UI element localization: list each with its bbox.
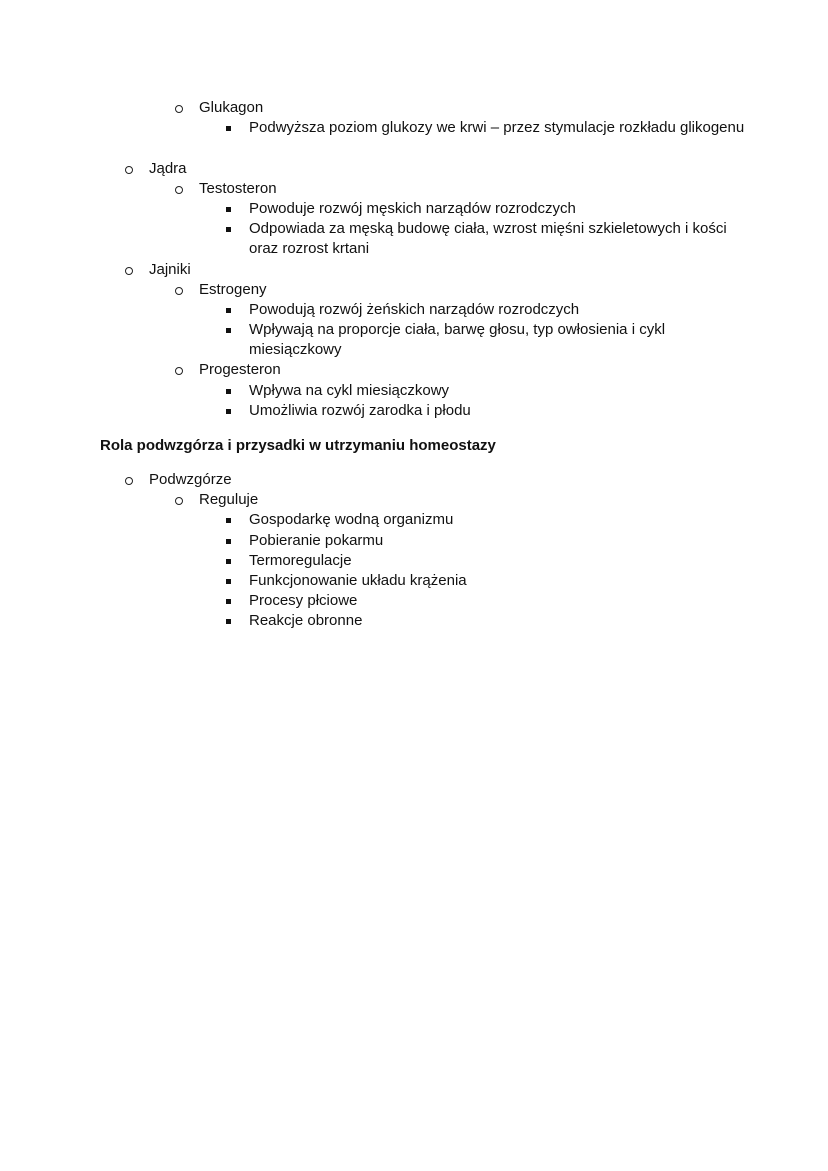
list-item-text: Estrogeny [199,280,267,298]
circle-bullet-icon [175,105,183,113]
list-item-text: Progesteron [199,361,281,379]
square-bullet-icon [226,559,231,564]
list-item-text: Podwyższa poziom glukozy we krwi – przez stymulacje rozkładu glikogenu [249,119,745,137]
list-item [0,551,828,571]
circle-bullet-icon [175,497,183,505]
square-bullet-icon [226,126,231,131]
list-item [0,159,828,179]
list-item-text: Umożliwia rozwój zarodka i płodu [249,401,471,419]
list-item-text: Wpływa na cykl miesiączkowy [249,381,450,399]
list-item-text: Pobieranie pokarmu [249,531,384,549]
circle-bullet-icon [175,287,183,295]
square-bullet-icon [226,579,231,584]
list-item-text: Procesy płciowe [249,592,358,610]
list-item [0,360,828,380]
list-item [0,591,828,611]
section-heading: Rola podwzgórza i przysadki w utrzymaniu homeostazy [100,437,496,454]
circle-bullet-icon [125,267,133,275]
list-item-text: Testosteron [199,179,277,197]
list-item [0,470,828,490]
list-item-text: Gospodarkę wodną organizmu [249,511,454,529]
square-bullet-icon [226,619,231,624]
list-item-text: Powoduje rozwój męskich narządów rozrodczych [249,199,576,217]
list-item [0,320,828,360]
circle-bullet-icon [175,186,183,194]
circle-bullet-icon [125,166,133,174]
list-item-text: Jądra [149,159,187,177]
list-item [0,510,828,530]
list-item-text: Podwzgórze [149,471,232,488]
list-item-text: Odpowiada za męską budowę ciała, wzrost mięśni szkieletowych i kości oraz rozrost krtani [249,220,727,258]
circle-bullet-icon [175,367,183,375]
square-bullet-icon [226,227,231,232]
square-bullet-icon [226,409,231,414]
square-bullet-icon [226,518,231,523]
list-item-text: Powodują rozwój żeńskich narządów rozrodczych [249,300,580,318]
hormone-list [0,98,828,421]
hypothalamus-list [0,470,828,632]
list-item [0,280,828,300]
list-item [0,300,828,320]
list-item [0,571,828,591]
list-item [0,381,828,401]
list-item-text: Jajniki [149,260,191,278]
square-bullet-icon [226,389,231,394]
list-item [0,260,828,280]
circle-bullet-icon [125,477,133,485]
list-item-text: Glukagon [199,99,264,116]
square-bullet-icon [226,308,231,313]
list-item [0,118,828,158]
square-bullet-icon [226,328,231,333]
list-item [0,531,828,551]
list-item [0,490,828,510]
square-bullet-icon [226,539,231,544]
list-item [0,98,828,118]
list-item [0,199,828,219]
square-bullet-icon [226,207,231,212]
list-item-text: Wpływają na proporcje ciała, barwę głosu, typ owłosienia i cykl miesiączkowy [249,321,666,359]
list-item-text: Reakcje obronne [249,612,363,630]
list-item [0,401,828,421]
list-item [0,611,828,631]
list-item [0,219,828,259]
list-item-text: Reguluje [199,491,259,509]
square-bullet-icon [226,599,231,604]
list-item-text: Funkcjonowanie układu krążenia [249,571,467,589]
list-item [0,179,828,199]
list-item-text: Termoregulacje [249,551,352,569]
